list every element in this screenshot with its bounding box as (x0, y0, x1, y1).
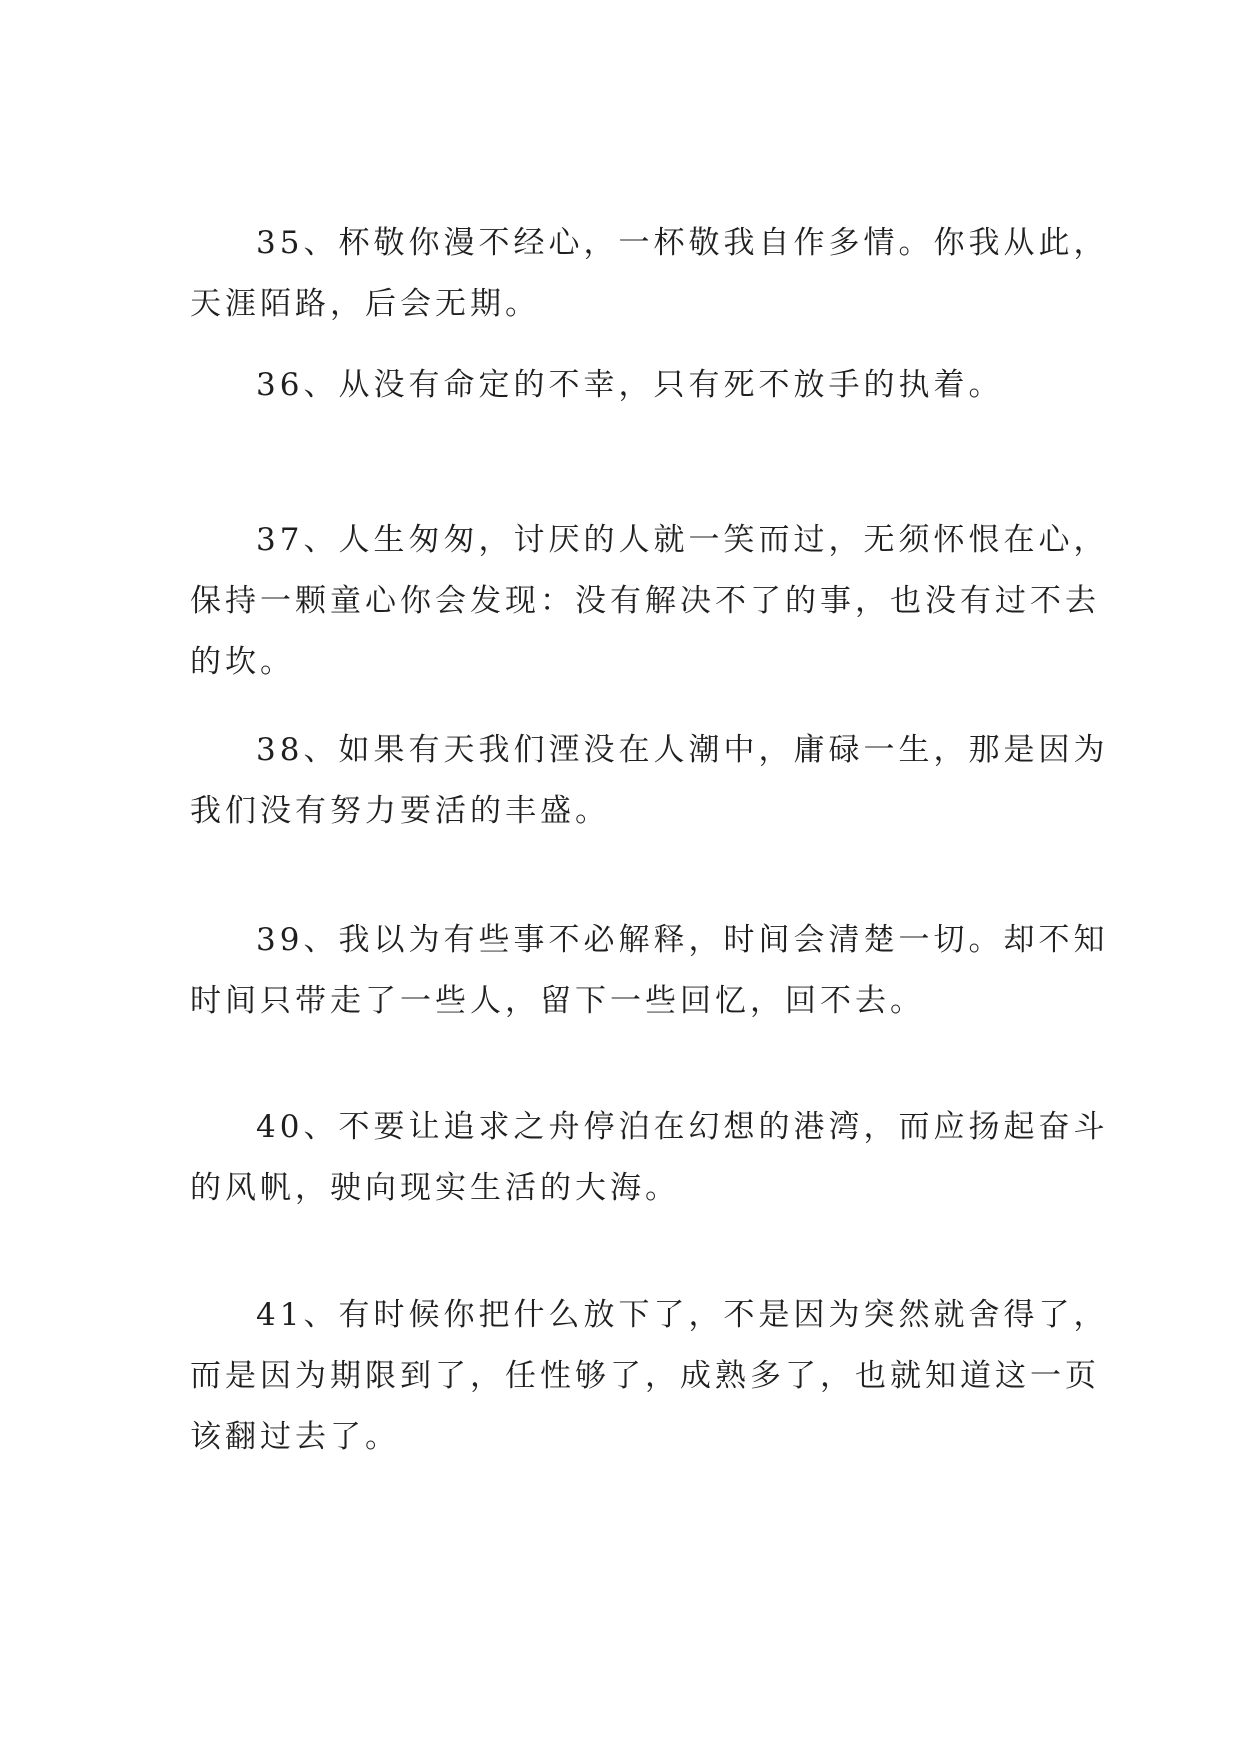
paragraph-39 (190, 910, 1109, 1032)
paragraph-line: 保持一颗童心你会发现：没有解决不了的事，也没有过不去 (190, 583, 1100, 619)
paragraph-line: 该翻过去了。 (190, 1419, 400, 1455)
paragraph-40 (190, 1097, 1109, 1219)
paragraph-line: 我们没有努力要活的丰盛。 (190, 793, 610, 829)
paragraph-line: 37、人生匆匆，讨厌的人就一笑而过，无须怀恨在心， (256, 522, 1109, 558)
paragraph-line: 时间只带走了一些人，留下一些回忆，回不去。 (190, 983, 925, 1019)
paragraph-35 (190, 213, 1109, 335)
paragraph-line: 而是因为期限到了，任性够了，成熟多了，也就知道这一页 (190, 1358, 1100, 1394)
paragraph-38 (190, 720, 1109, 842)
paragraph-41 (190, 1285, 1109, 1468)
paragraph-36 (190, 355, 1070, 416)
paragraph-line: 38、如果有天我们湮没在人潮中，庸碌一生，那是因为 (256, 732, 1109, 768)
paragraph-line: 39、我以为有些事不必解释，时间会清楚一切。却不知 (256, 922, 1109, 958)
paragraph-line: 35、杯敬你漫不经心，一杯敬我自作多情。你我从此， (256, 225, 1109, 261)
paragraph-line: 的坎。 (190, 644, 295, 680)
paragraph-line: 40、不要让追求之舟停泊在幻想的港湾，而应扬起奋斗 (256, 1109, 1109, 1145)
paragraph-line: 天涯陌路，后会无期。 (190, 286, 540, 322)
paragraph-line: 36、从没有命定的不幸，只有死不放手的执着。 (256, 367, 1004, 403)
paragraph-line: 41、有时候你把什么放下了，不是因为突然就舍得了， (256, 1297, 1109, 1333)
paragraph-37 (190, 510, 1109, 693)
paragraph-line: 的风帆，驶向现实生活的大海。 (190, 1170, 680, 1206)
